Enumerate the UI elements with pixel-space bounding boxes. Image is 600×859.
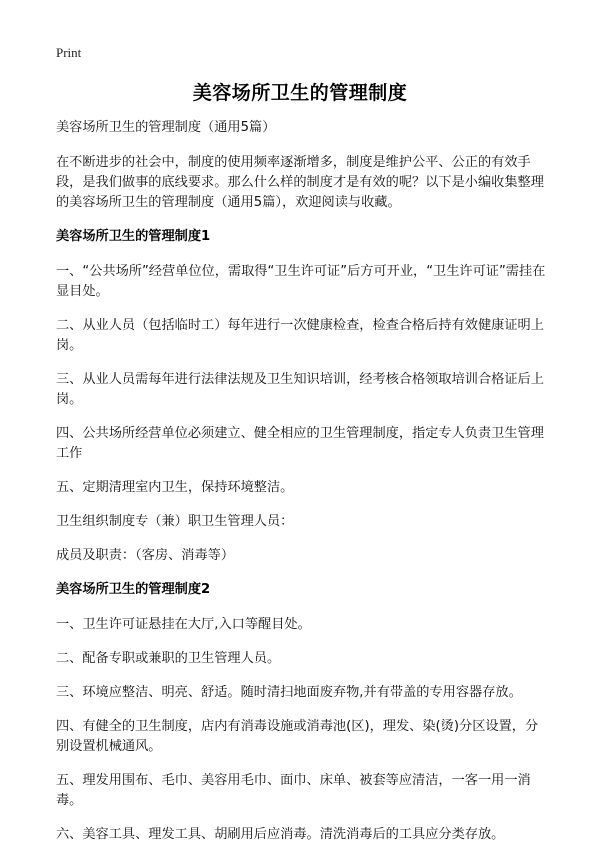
section-paragraph: 五、理发用围布、毛巾、美容用毛巾、面巾、床单、被套等应清洁，一客一用一消毒。 [56,773,531,808]
section-paragraph: 二、配备专职或兼职的卫生管理人员。 [56,651,281,666]
intro-paragraph: 在不断进步的社会中，制度的使用频率逐渐增多，制度是维护公平、公正的有效手段，是我们做事的底线要求。那么什么样的制度才是有效的呢？以下是小编收集整理的美容场所卫生的管理制度（通用5篇），欢迎阅读与收藏。 [56,155,544,210]
section-2 [56,580,551,845]
section-heading: 美容场所卫生的管理制度2 [56,582,211,597]
section-1 [56,227,551,566]
section-paragraph: 六、美容工具、理发工具、胡刷用后应消毒。清洗消毒后的工具应分类存放。 [56,827,505,842]
section-paragraph: 一、卫生许可证悬挂在大厅,入口等醒目处。 [56,617,311,632]
section-paragraph: 成员及职责：（客房、消毒等） [56,548,235,563]
section-paragraph: 一、“公共场所”经营单位位，需取得“卫生许可证”后方可开业，“卫生许可证”需挂在显目处。 [56,264,546,299]
document-subtitle: 美容场所卫生的管理制度（通用5篇） [56,120,276,135]
section-paragraph: 二、从业人员（包括临时工）每年进行一次健康检查，检查合格后持有效健康证明上岗。 [56,318,544,353]
section-paragraph: 三、从业人员需每年进行法律法规及卫生知识培训，经考核合格领取培训合格证后上岗。 [56,372,544,407]
print-label: Print [56,45,82,60]
section-paragraph: 四、公共场所经营单位必须建立、健全相应的卫生管理制度，指定专人负责卫生管理工作 [56,426,544,461]
section-paragraph: 四、有健全的卫生制度，店内有消毒设施或消毒池(区)，理发、染(烫)分区设置，分别设置机械通风。 [56,719,539,754]
section-paragraph: 五、定期清理室内卫生，保持环境整洁。 [56,480,294,495]
section-paragraph: 卫生组织制度专（兼）职卫生管理人员： [56,514,294,529]
section-heading: 美容场所卫生的管理制度1 [56,229,211,244]
document-title: 美容场所卫生的管理制度 [192,82,408,104]
section-paragraph: 三、环境应整洁、明亮、舒适。随时清扫地面废弃物,并有带盖的专用容器存放。 [56,685,522,700]
document-body [56,118,551,859]
